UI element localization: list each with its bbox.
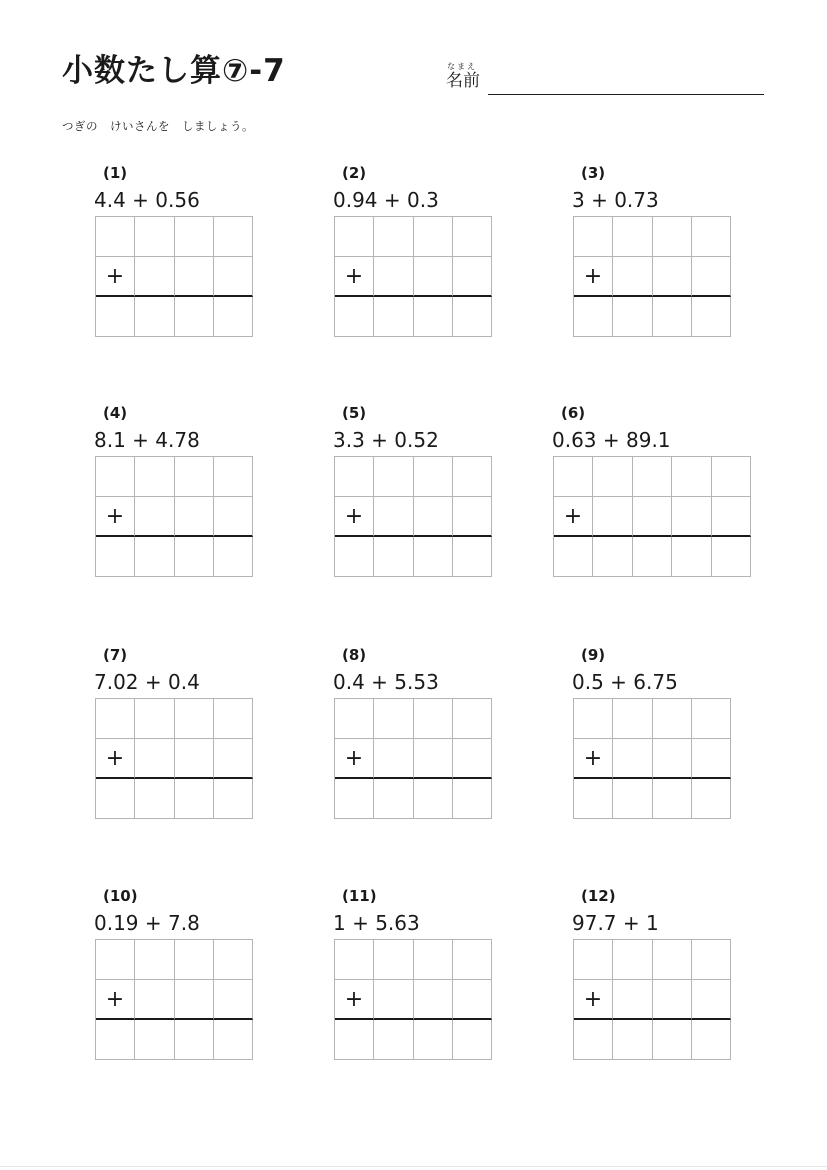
answer-cell[interactable] bbox=[374, 217, 414, 257]
answer-cell[interactable] bbox=[335, 940, 374, 980]
problem-number: (5) bbox=[342, 404, 367, 422]
problem-expression: 0.4 + 5.53 bbox=[333, 670, 439, 694]
answer-cell[interactable] bbox=[214, 257, 253, 297]
answer-cell[interactable] bbox=[593, 537, 633, 577]
answer-grid bbox=[573, 216, 731, 337]
answer-cell[interactable] bbox=[613, 217, 653, 257]
answer-cell[interactable] bbox=[374, 940, 414, 980]
problem-expression: 0.19 + 7.8 bbox=[94, 911, 200, 935]
plus-sign-cell: + bbox=[574, 739, 613, 779]
answer-cell[interactable] bbox=[214, 739, 253, 779]
answer-cell[interactable] bbox=[214, 1020, 253, 1060]
answer-cell[interactable] bbox=[414, 739, 453, 779]
answer-cell[interactable] bbox=[574, 779, 613, 819]
answer-grid bbox=[95, 216, 253, 337]
answer-cell[interactable] bbox=[692, 699, 731, 739]
answer-cell[interactable] bbox=[96, 537, 135, 577]
answer-cell[interactable] bbox=[414, 940, 453, 980]
answer-cell[interactable] bbox=[374, 779, 414, 819]
answer-cell[interactable] bbox=[653, 980, 692, 1020]
answer-grid bbox=[334, 939, 492, 1060]
answer-cell[interactable] bbox=[633, 497, 672, 537]
problem-expression: 8.1 + 4.78 bbox=[94, 428, 200, 452]
answer-grid bbox=[573, 698, 731, 819]
plus-sign-cell: + bbox=[96, 739, 135, 779]
answer-cell[interactable] bbox=[453, 1020, 492, 1060]
answer-cell[interactable] bbox=[135, 699, 175, 739]
answer-cell[interactable] bbox=[453, 297, 492, 337]
answer-cell[interactable] bbox=[574, 699, 613, 739]
answer-cell[interactable] bbox=[692, 1020, 731, 1060]
answer-cell[interactable] bbox=[175, 779, 214, 819]
answer-cell[interactable] bbox=[374, 980, 414, 1020]
answer-cell[interactable] bbox=[453, 699, 492, 739]
answer-cell[interactable] bbox=[135, 457, 175, 497]
answer-cell[interactable] bbox=[175, 457, 214, 497]
plus-sign-cell: + bbox=[335, 980, 374, 1020]
problem-number: (4) bbox=[103, 404, 128, 422]
answer-cell[interactable] bbox=[414, 257, 453, 297]
answer-cell[interactable] bbox=[414, 980, 453, 1020]
answer-cell[interactable] bbox=[135, 980, 175, 1020]
answer-cell[interactable] bbox=[175, 497, 214, 537]
plus-sign-cell: + bbox=[96, 980, 135, 1020]
plus-sign-cell: + bbox=[96, 257, 135, 297]
answer-grid bbox=[334, 216, 492, 337]
problem-number: (11) bbox=[342, 887, 377, 905]
answer-cell[interactable] bbox=[453, 739, 492, 779]
answer-cell[interactable] bbox=[214, 980, 253, 1020]
answer-cell[interactable] bbox=[692, 779, 731, 819]
answer-cell[interactable] bbox=[175, 217, 214, 257]
answer-cell[interactable] bbox=[175, 257, 214, 297]
answer-cell[interactable] bbox=[554, 537, 593, 577]
answer-cell[interactable] bbox=[214, 217, 253, 257]
plus-sign-cell: + bbox=[96, 497, 135, 537]
answer-cell[interactable] bbox=[135, 537, 175, 577]
problem-number: (12) bbox=[581, 887, 616, 905]
worksheet-title: 小数たし算⑦-7 bbox=[62, 53, 286, 89]
answer-cell[interactable] bbox=[214, 497, 253, 537]
answer-cell[interactable] bbox=[574, 940, 613, 980]
problem-expression: 0.63 + 89.1 bbox=[552, 428, 671, 452]
name-label: 名前 bbox=[446, 71, 480, 91]
answer-cell[interactable] bbox=[712, 497, 751, 537]
answer-cell[interactable] bbox=[96, 1020, 135, 1060]
answer-cell[interactable] bbox=[593, 457, 633, 497]
problem-number: (9) bbox=[581, 646, 606, 664]
answer-cell[interactable] bbox=[175, 537, 214, 577]
name-field-area bbox=[446, 62, 764, 96]
answer-cell[interactable] bbox=[135, 297, 175, 337]
answer-cell[interactable] bbox=[414, 537, 453, 577]
answer-cell[interactable] bbox=[135, 940, 175, 980]
answer-cell[interactable] bbox=[574, 1020, 613, 1060]
answer-cell[interactable] bbox=[135, 497, 175, 537]
answer-cell[interactable] bbox=[374, 497, 414, 537]
problem-expression: 97.7 + 1 bbox=[572, 911, 659, 935]
plus-sign-cell: + bbox=[554, 497, 593, 537]
answer-cell[interactable] bbox=[613, 779, 653, 819]
problem-number: (8) bbox=[342, 646, 367, 664]
answer-cell[interactable] bbox=[414, 217, 453, 257]
answer-cell[interactable] bbox=[653, 297, 692, 337]
answer-cell[interactable] bbox=[414, 779, 453, 819]
answer-cell[interactable] bbox=[335, 297, 374, 337]
plus-sign-cell: + bbox=[574, 257, 613, 297]
answer-cell[interactable] bbox=[692, 940, 731, 980]
plus-sign-cell: + bbox=[574, 980, 613, 1020]
answer-cell[interactable] bbox=[96, 297, 135, 337]
answer-cell[interactable] bbox=[453, 217, 492, 257]
plus-sign-cell: + bbox=[335, 497, 374, 537]
answer-cell[interactable] bbox=[135, 739, 175, 779]
answer-cell[interactable] bbox=[633, 457, 672, 497]
answer-cell[interactable] bbox=[135, 779, 175, 819]
answer-cell[interactable] bbox=[175, 940, 214, 980]
answer-cell[interactable] bbox=[96, 699, 135, 739]
plus-sign-cell: + bbox=[335, 257, 374, 297]
answer-cell[interactable] bbox=[414, 457, 453, 497]
answer-cell[interactable] bbox=[414, 1020, 453, 1060]
answer-cell[interactable] bbox=[613, 297, 653, 337]
answer-cell[interactable] bbox=[672, 537, 712, 577]
name-write-line[interactable] bbox=[488, 94, 764, 95]
answer-cell[interactable] bbox=[653, 739, 692, 779]
problem-expression: 3 + 0.73 bbox=[572, 188, 659, 212]
problem-number: (10) bbox=[103, 887, 138, 905]
problem-number: (6) bbox=[561, 404, 586, 422]
answer-cell[interactable] bbox=[214, 699, 253, 739]
answer-cell[interactable] bbox=[214, 537, 253, 577]
answer-cell[interactable] bbox=[175, 739, 214, 779]
answer-cell[interactable] bbox=[633, 537, 672, 577]
name-ruby: なまえ bbox=[447, 62, 477, 71]
problem-number: (3) bbox=[581, 164, 606, 182]
answer-cell[interactable] bbox=[335, 457, 374, 497]
answer-grid bbox=[553, 456, 751, 577]
answer-cell[interactable] bbox=[453, 779, 492, 819]
answer-cell[interactable] bbox=[593, 497, 633, 537]
answer-cell[interactable] bbox=[453, 457, 492, 497]
answer-cell[interactable] bbox=[453, 980, 492, 1020]
answer-cell[interactable] bbox=[453, 940, 492, 980]
answer-cell[interactable] bbox=[653, 257, 692, 297]
answer-cell[interactable] bbox=[135, 1020, 175, 1060]
answer-cell[interactable] bbox=[613, 1020, 653, 1060]
answer-cell[interactable] bbox=[653, 699, 692, 739]
answer-cell[interactable] bbox=[374, 297, 414, 337]
answer-cell[interactable] bbox=[214, 297, 253, 337]
answer-cell[interactable] bbox=[653, 940, 692, 980]
answer-cell[interactable] bbox=[692, 297, 731, 337]
answer-cell[interactable] bbox=[96, 940, 135, 980]
answer-cell[interactable] bbox=[653, 1020, 692, 1060]
answer-cell[interactable] bbox=[214, 940, 253, 980]
problem-expression: 7.02 + 0.4 bbox=[94, 670, 200, 694]
answer-cell[interactable] bbox=[414, 497, 453, 537]
answer-cell[interactable] bbox=[692, 739, 731, 779]
answer-cell[interactable] bbox=[175, 699, 214, 739]
answer-cell[interactable] bbox=[613, 980, 653, 1020]
answer-cell[interactable] bbox=[335, 217, 374, 257]
answer-grid bbox=[334, 456, 492, 577]
answer-cell[interactable] bbox=[414, 699, 453, 739]
answer-cell[interactable] bbox=[574, 217, 613, 257]
answer-cell[interactable] bbox=[214, 457, 253, 497]
answer-cell[interactable] bbox=[453, 497, 492, 537]
answer-cell[interactable] bbox=[712, 457, 751, 497]
answer-cell[interactable] bbox=[613, 739, 653, 779]
answer-cell[interactable] bbox=[374, 457, 414, 497]
page-bottom-edge bbox=[0, 1166, 827, 1167]
problem-number: (7) bbox=[103, 646, 128, 664]
answer-cell[interactable] bbox=[135, 257, 175, 297]
answer-cell[interactable] bbox=[712, 537, 751, 577]
answer-cell[interactable] bbox=[453, 257, 492, 297]
answer-cell[interactable] bbox=[175, 1020, 214, 1060]
answer-cell[interactable] bbox=[613, 699, 653, 739]
answer-cell[interactable] bbox=[335, 699, 374, 739]
answer-grid bbox=[95, 456, 253, 577]
answer-cell[interactable] bbox=[374, 699, 414, 739]
answer-cell[interactable] bbox=[653, 779, 692, 819]
answer-cell[interactable] bbox=[135, 217, 175, 257]
answer-cell[interactable] bbox=[96, 217, 135, 257]
problem-expression: 1 + 5.63 bbox=[333, 911, 420, 935]
problem-expression: 3.3 + 0.52 bbox=[333, 428, 439, 452]
answer-cell[interactable] bbox=[692, 217, 731, 257]
instruction-text: つぎの けいさんを しましょう。 bbox=[62, 119, 254, 133]
answer-cell[interactable] bbox=[672, 457, 712, 497]
answer-grid bbox=[95, 939, 253, 1060]
plus-sign-cell: + bbox=[335, 739, 374, 779]
answer-cell[interactable] bbox=[414, 297, 453, 337]
answer-cell[interactable] bbox=[374, 257, 414, 297]
answer-cell[interactable] bbox=[653, 217, 692, 257]
answer-cell[interactable] bbox=[692, 257, 731, 297]
answer-grid bbox=[573, 939, 731, 1060]
problem-number: (1) bbox=[103, 164, 128, 182]
answer-cell[interactable] bbox=[453, 537, 492, 577]
problem-number: (2) bbox=[342, 164, 367, 182]
problem-expression: 0.5 + 6.75 bbox=[572, 670, 678, 694]
answer-cell[interactable] bbox=[335, 779, 374, 819]
answer-cell[interactable] bbox=[96, 779, 135, 819]
answer-cell[interactable] bbox=[335, 1020, 374, 1060]
answer-cell[interactable] bbox=[214, 779, 253, 819]
answer-cell[interactable] bbox=[96, 457, 135, 497]
answer-cell[interactable] bbox=[374, 1020, 414, 1060]
answer-cell[interactable] bbox=[613, 940, 653, 980]
answer-cell[interactable] bbox=[613, 257, 653, 297]
answer-cell[interactable] bbox=[335, 537, 374, 577]
answer-cell[interactable] bbox=[175, 980, 214, 1020]
answer-cell[interactable] bbox=[374, 537, 414, 577]
answer-cell[interactable] bbox=[692, 980, 731, 1020]
answer-cell[interactable] bbox=[672, 497, 712, 537]
answer-grid bbox=[334, 698, 492, 819]
answer-cell[interactable] bbox=[175, 297, 214, 337]
answer-cell[interactable] bbox=[374, 739, 414, 779]
answer-cell[interactable] bbox=[554, 457, 593, 497]
answer-grid bbox=[95, 698, 253, 819]
problem-expression: 4.4 + 0.56 bbox=[94, 188, 200, 212]
answer-cell[interactable] bbox=[574, 297, 613, 337]
problem-expression: 0.94 + 0.3 bbox=[333, 188, 439, 212]
